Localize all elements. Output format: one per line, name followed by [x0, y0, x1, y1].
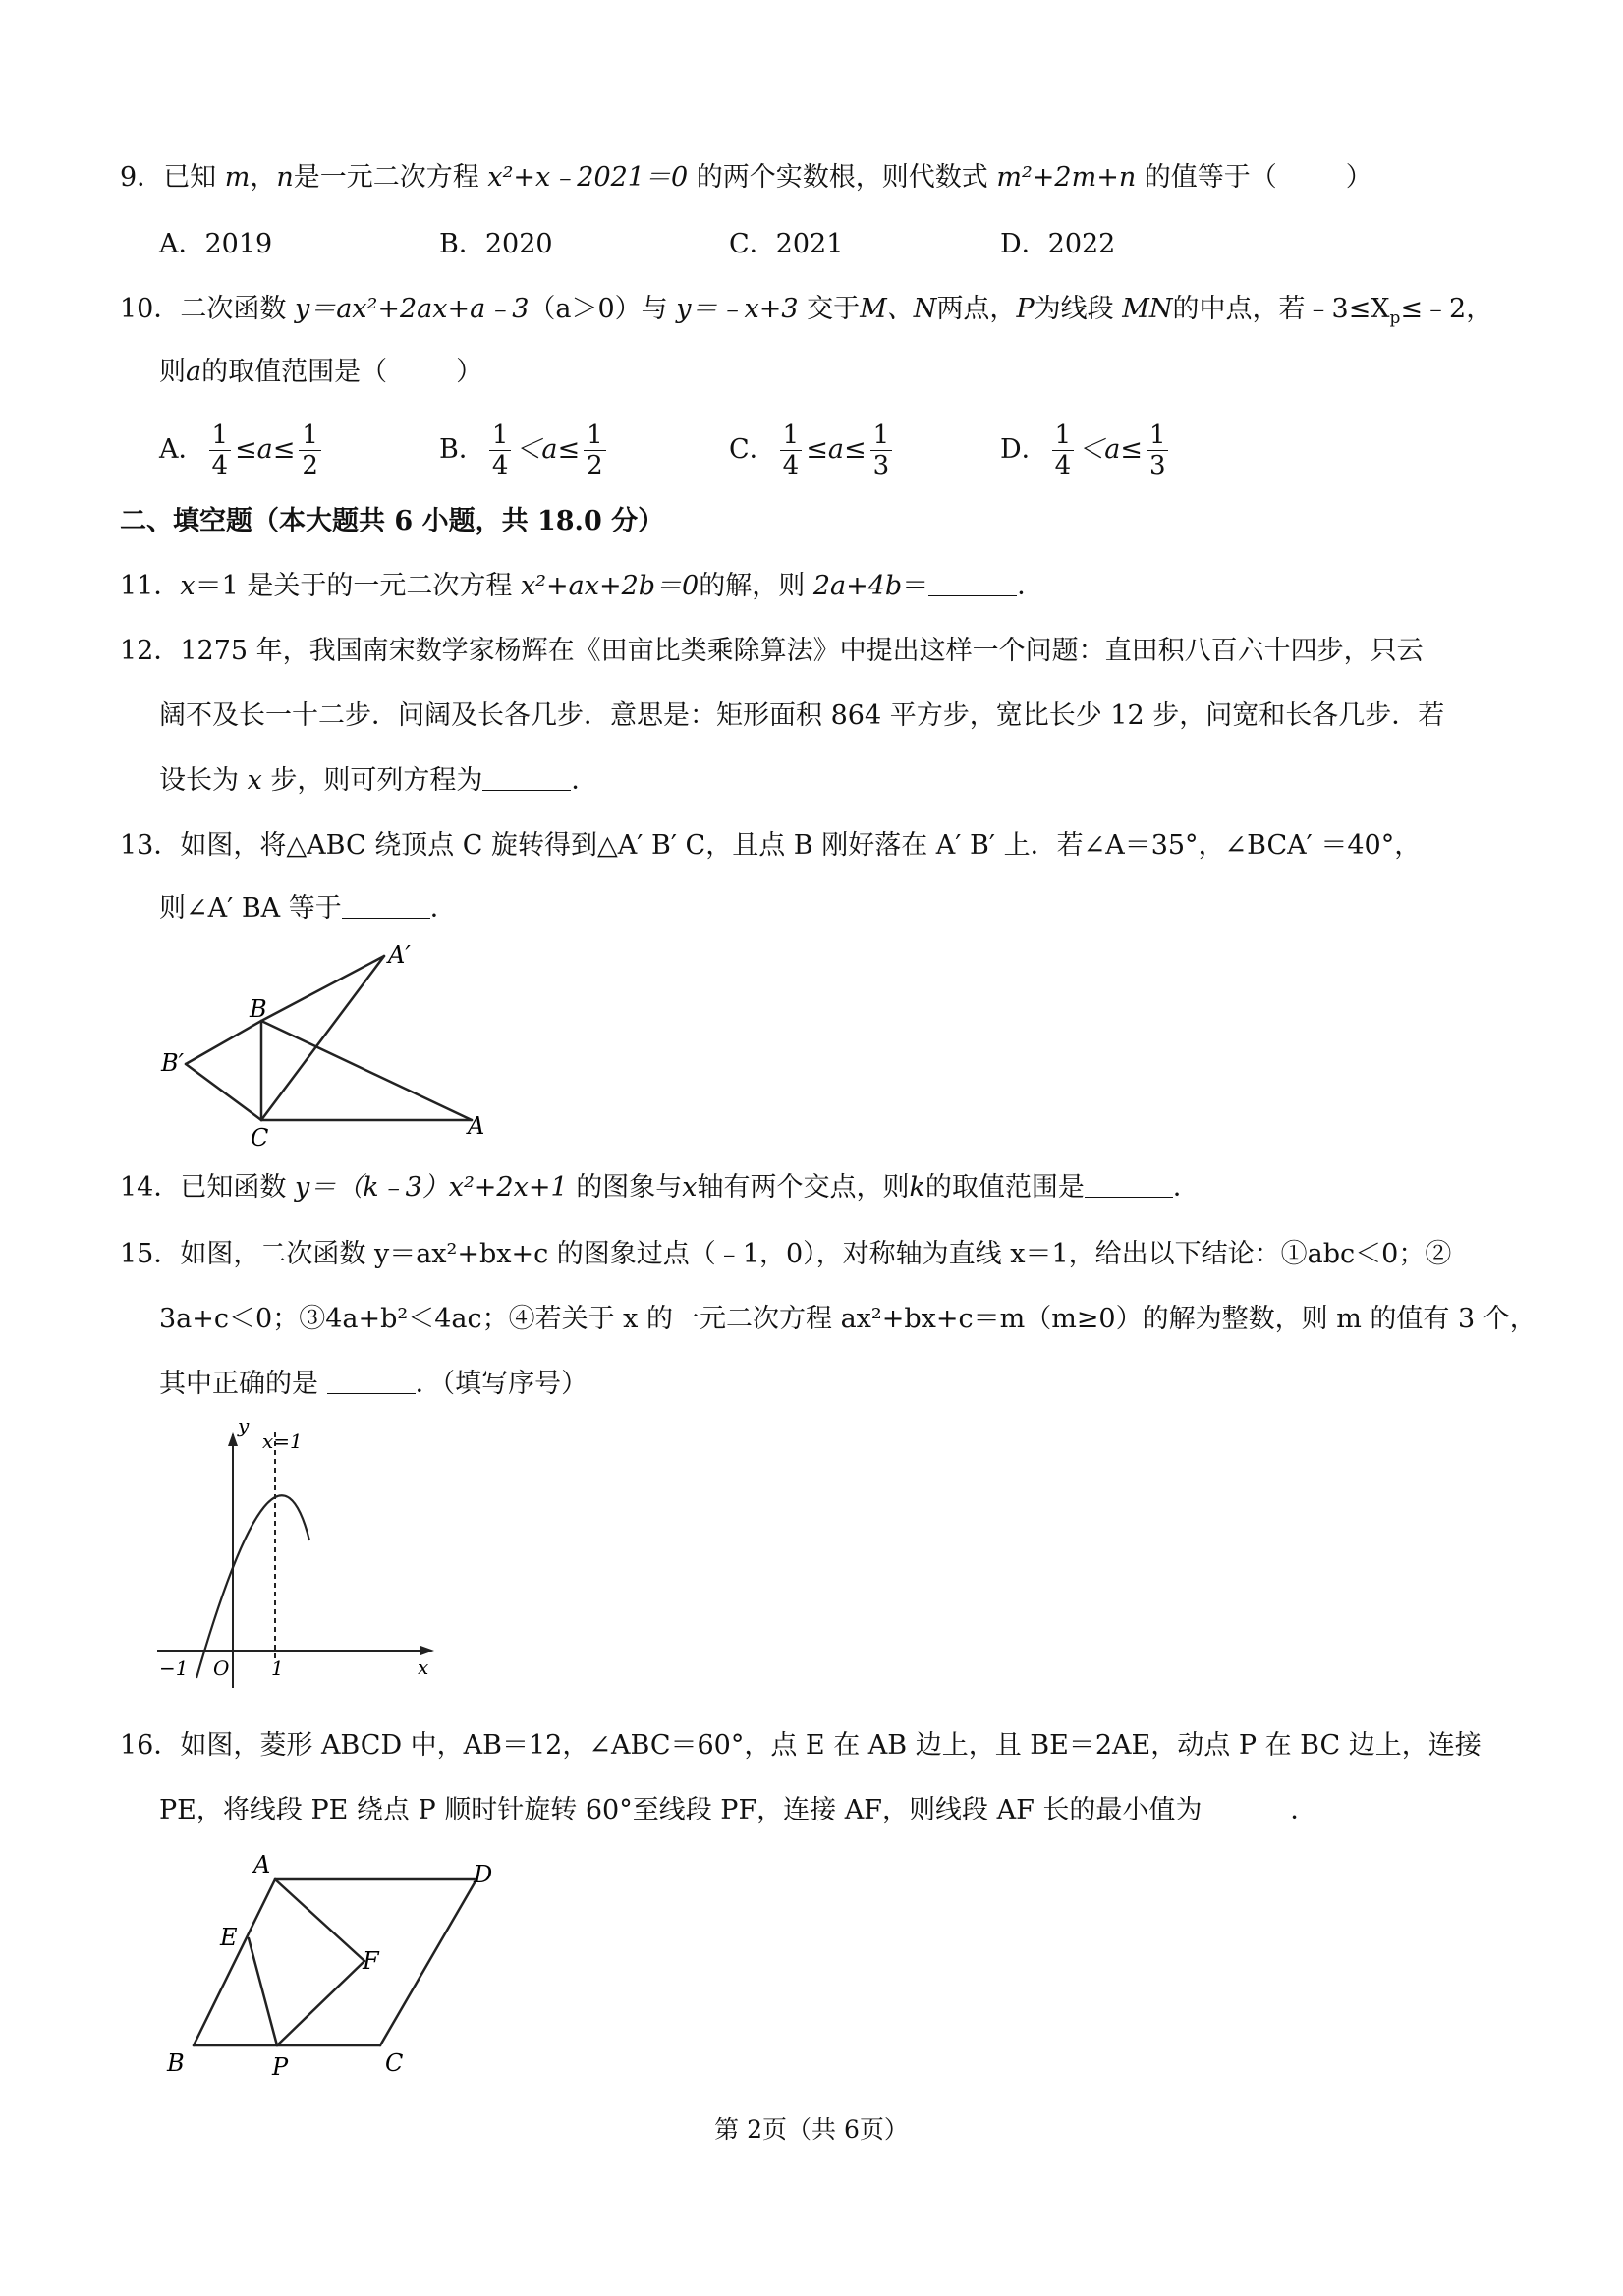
q14-stem: 14．已知函数 y＝（k﹣3）x²+2x+1 的图象与x轴有两个交点，则k的取值范围是 ． [120, 1172, 1200, 1203]
q12-line3: 设长为 x 步，则可列方程为 ． [159, 765, 598, 796]
q13-triangle-figure [147, 933, 501, 1149]
origin-label: O [213, 1656, 230, 1680]
section-heading: 二、填空题（本大题共 6 小题，共 18.0 分） [120, 506, 665, 536]
label-a: A [468, 1112, 485, 1140]
q9-option-d: D．2022 [1000, 229, 1116, 259]
label-c: C [251, 1124, 269, 1149]
label-b-prime: B′ [161, 1049, 185, 1077]
q13-line1: 13．如图，将△ABC 绕顶点 C 旋转得到△A′ B′ C，且点 B 刚好落在 A′ B′ 上．若∠A＝35°，∠BCA′ ＝40°， [120, 830, 1422, 861]
y-axis-label: y [238, 1415, 250, 1437]
q12-line2: 阔不及长一十二步．问阔及长各几步．意思是：矩形面积 864 平方步，宽比长少 12 步，问宽和长各几步．若 [159, 700, 1445, 731]
q10-option-a: A． $\frac{1}{4}$ ≤a≤ $\frac{1}{2}$ [159, 420, 325, 480]
q16-answer-blank[interactable] [1202, 1798, 1290, 1820]
q16-line1: 16．如图，菱形 ABCD 中，AB＝12，∠ABC＝60°，点 E 在 AB 边上，且 BE＝2AE，动点 P 在 BC 边上，连接 [120, 1730, 1482, 1761]
label-c: C [385, 2049, 404, 2077]
q15-line3: 其中正确的是 ．（填写序号） [159, 1369, 588, 1399]
label-b: B [250, 995, 267, 1023]
q10-option-c: C． $\frac{1}{4}$ ≤a≤ $\frac{1}{3}$ [729, 420, 896, 480]
q15-parabola-graph [147, 1415, 452, 1700]
q11-answer-blank[interactable] [928, 574, 1017, 596]
label-p: P [272, 2053, 289, 2081]
q12-answer-blank[interactable] [482, 768, 571, 791]
q9-stem: 9．已知 m，n是一元二次方程 x²+x﹣2021＝0 的两个实数根，则代数式 m²+2m+n 的值等于（ ） [120, 162, 1372, 193]
label-a-prime: A′ [388, 941, 411, 969]
q15-line2: 3a+c＜0；③4a+b²＜4ac；④若关于 x 的一元二次方程 ax²+bx+c＝m（m≥0）的解为整数，则 m 的值有 3 个， [159, 1304, 1537, 1334]
label-a: A [253, 1851, 271, 1878]
x-axis-label: x [418, 1655, 429, 1679]
q10-stem-line2: 则a的取值范围是（ ） [159, 357, 483, 387]
q9-option-c: C．2021 [729, 229, 844, 259]
label-e: E [220, 1924, 238, 1951]
q9-option-a: A．2019 [159, 229, 273, 259]
q15-answer-blank[interactable] [327, 1372, 416, 1394]
q9-option-b: B．2020 [439, 229, 553, 259]
label-f: F [363, 1947, 379, 1975]
q13-line2: 则∠A′ BA 等于 ． [159, 893, 457, 924]
q16-line2: PE，将线段 PE 绕点 P 顺时针旋转 60°至线段 PF，连接 AF，则线段 AF 长的最小值为 ． [159, 1795, 1317, 1825]
q10-stem: 10．二次函数 y＝ax²+2ax+a﹣3（a＞0）与 y＝﹣x+3 交于M、N两点，P为线段 MN的中点，若$﹣3\le X_p\le﹣2$， [120, 294, 1493, 328]
q11-stem: 11．x＝1 是关于的一元二次方程 x²+ax+2b＝0的解，则 2a+4b＝ ． [120, 571, 1044, 601]
page-footer: 第 2页（共 6页） [714, 2115, 909, 2144]
symmetry-label: x=1 [262, 1429, 303, 1453]
neg-one-label: −1 [159, 1656, 189, 1680]
q12-line1: 12．1275 年，我国南宋数学家杨辉在《田亩比类乘除算法》中提出这样一个问题：直田积八百六十四步，只云 [120, 636, 1424, 666]
label-b: B [167, 2049, 185, 2077]
q10-option-b: B． $\frac{1}{4}$ ＜a≤ $\frac{1}{2}$ [439, 420, 610, 480]
q13-answer-blank[interactable] [342, 896, 430, 919]
label-d: D [474, 1861, 493, 1888]
q14-answer-blank[interactable] [1085, 1175, 1173, 1198]
one-label: 1 [271, 1656, 284, 1680]
q16-rhombus-figure [157, 1847, 531, 2083]
q10-option-d: D． $\frac{1}{4}$ ＜a≤ $\frac{1}{3}$ [1000, 420, 1172, 480]
q15-line1: 15．如图，二次函数 y＝ax²+bx+c 的图象过点（﹣1，0），对称轴为直线 x＝1，给出以下结论：①abc＜0；② [120, 1239, 1452, 1269]
